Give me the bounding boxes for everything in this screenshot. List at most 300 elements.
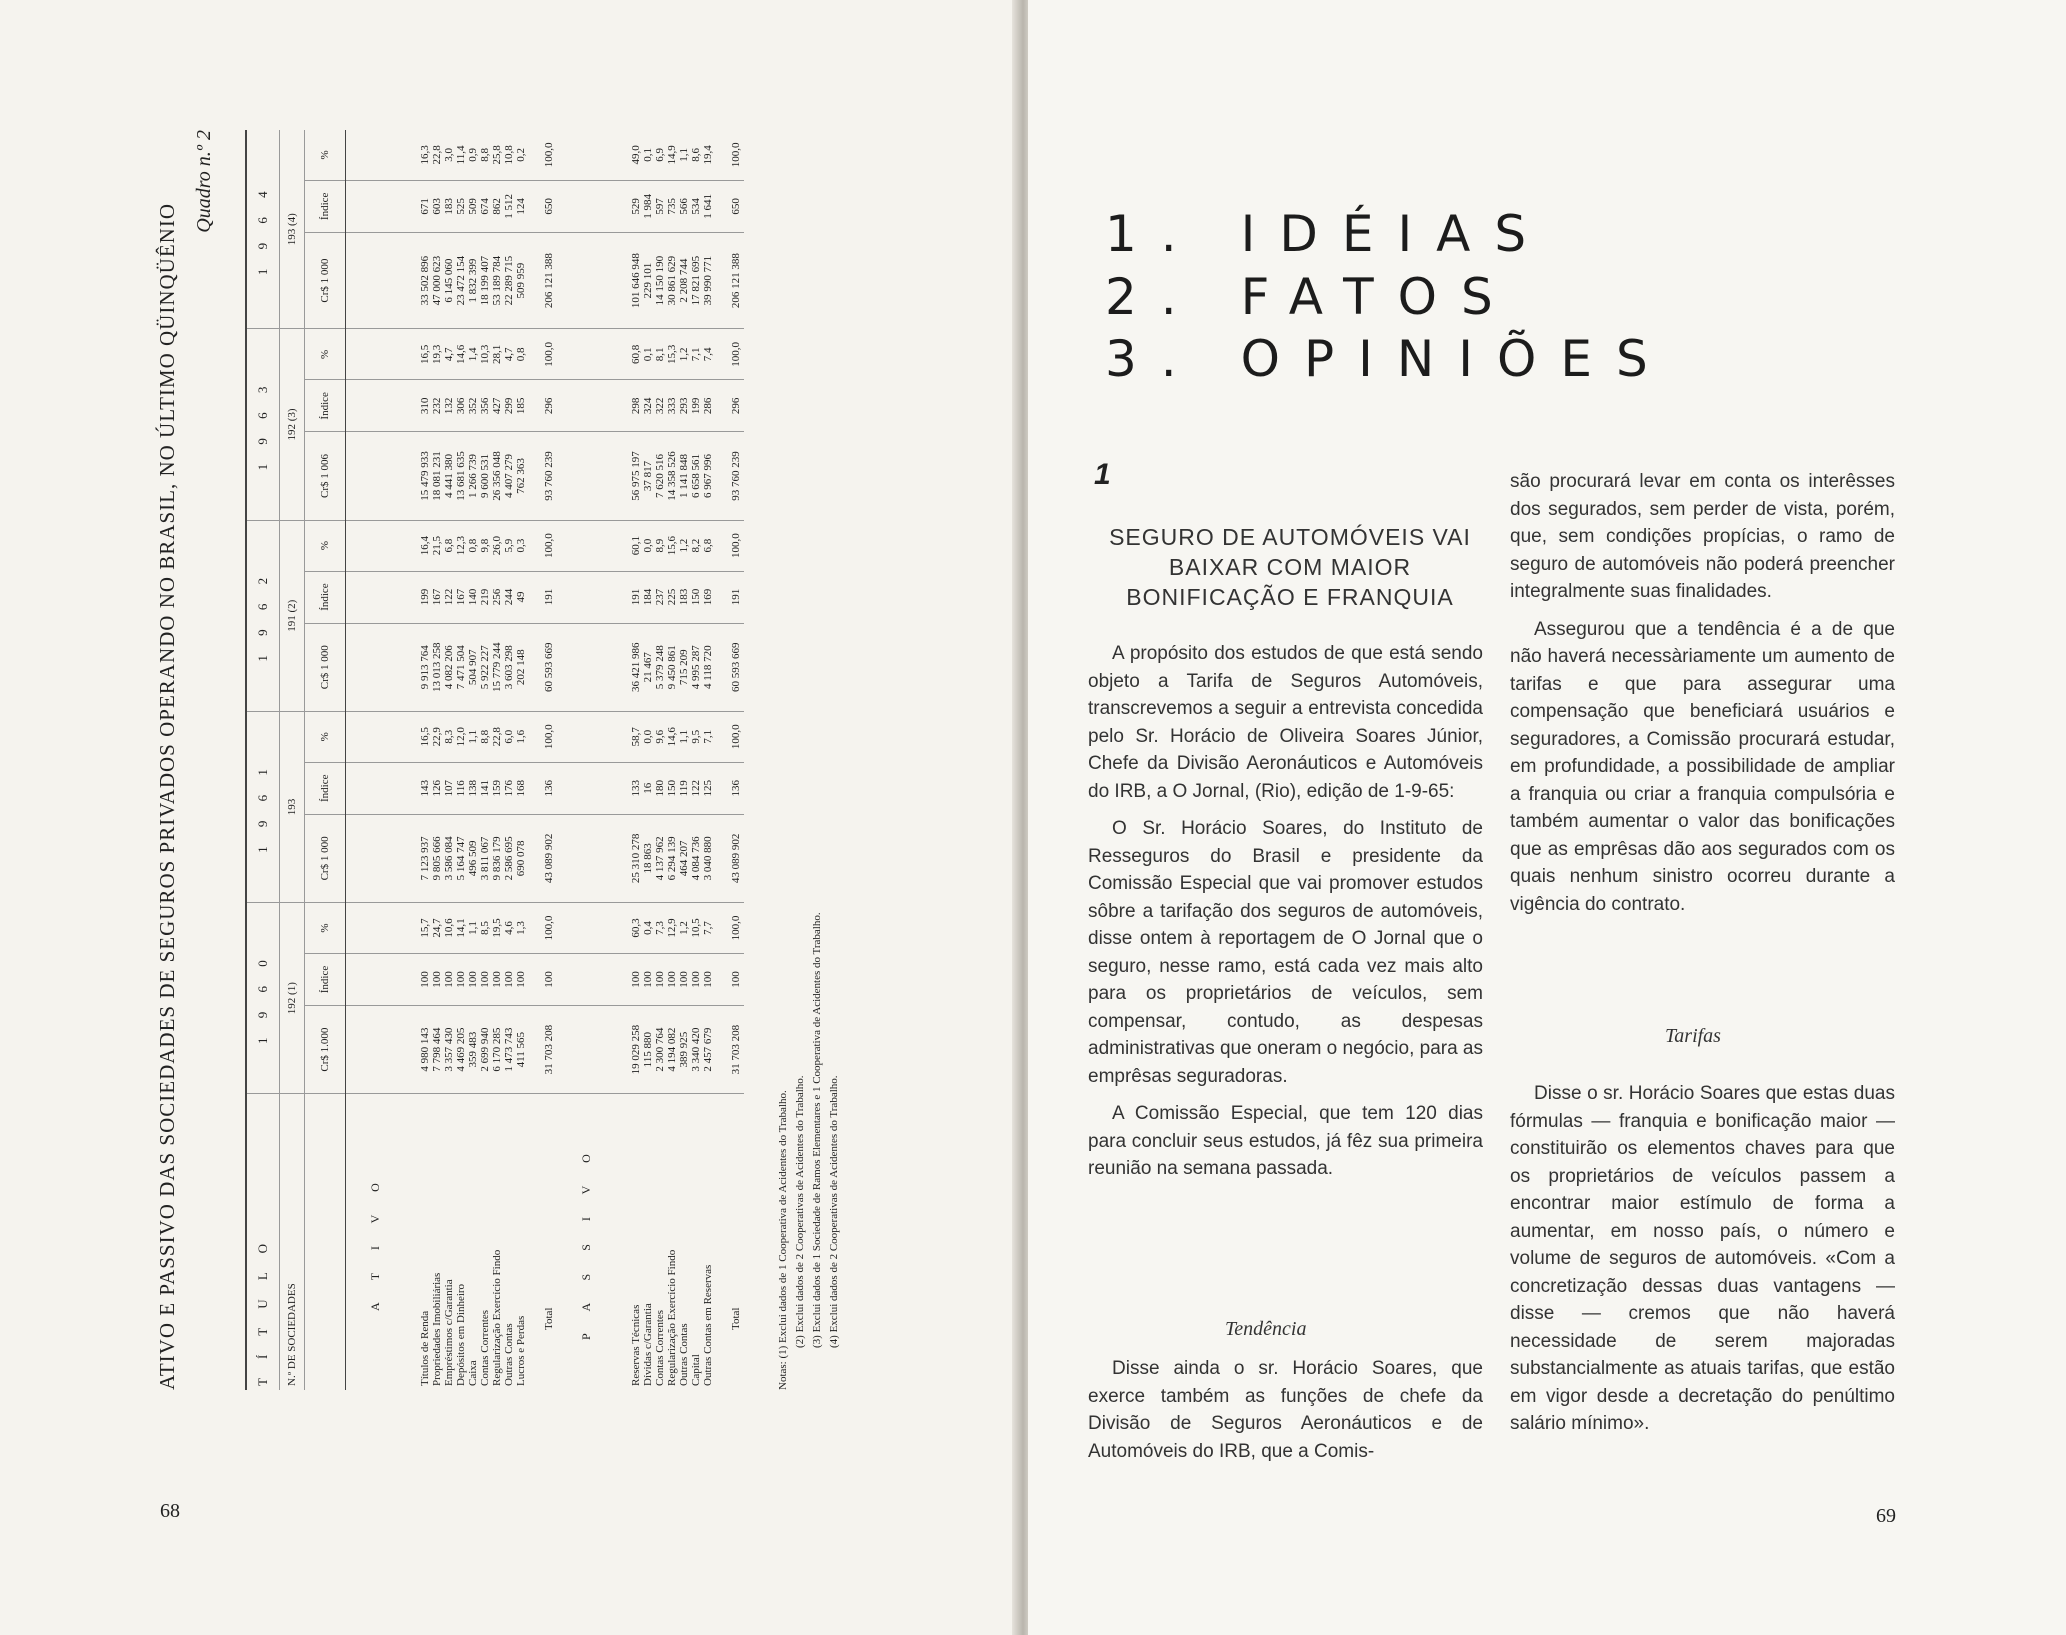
column-values	[405, 329, 541, 380]
cell-value: 3 603 298	[503, 645, 515, 690]
cell-value: 100	[678, 971, 690, 988]
cell-value: 244	[503, 588, 515, 606]
cell-value: 33 502 896	[419, 255, 431, 306]
cell-value: 8,8	[479, 729, 491, 744]
total-value: 650	[728, 180, 744, 232]
cell-value: 39 990 771	[702, 255, 714, 306]
cell-value: 185	[515, 397, 527, 415]
total-value: 100,0	[728, 903, 744, 954]
cell-value: 100	[467, 971, 479, 988]
column-subheader: Cr$ 1 000	[305, 814, 346, 902]
cell-value: 21,5	[431, 535, 443, 556]
cell-value: 202 148	[515, 649, 527, 686]
cell-value: 100	[503, 971, 515, 988]
cell-value: 14,1	[455, 918, 467, 938]
cell-value: 671	[419, 198, 431, 215]
cell-value: 1 984	[642, 193, 654, 219]
cell-value: 4 118 720	[702, 645, 714, 689]
cell-value: 356	[479, 397, 491, 415]
cell-value: 6,8	[443, 538, 455, 553]
cell-value: 1 266 739	[467, 453, 479, 498]
column-subheader: Cr$ 1.000	[305, 1006, 346, 1094]
cell-value: 324	[642, 397, 654, 415]
column-values	[405, 432, 541, 520]
cell-value: 122	[443, 588, 455, 606]
table-notes	[775, 912, 843, 1390]
cell-value: 167	[431, 588, 443, 606]
row-label: Outras Contas	[678, 1323, 690, 1386]
cell-value: 2 208 744	[678, 258, 690, 303]
cell-value: 115 880	[642, 1031, 654, 1068]
cell-value: 464 207	[678, 840, 690, 877]
cell-value: 15 479 933	[419, 451, 431, 501]
headline-ideias: 1. IDÉIAS	[1105, 205, 1551, 263]
cell-value: 7,3	[654, 921, 666, 935]
cell-value: 9 600 531	[479, 453, 491, 498]
cell-value: 566	[678, 198, 690, 215]
cell-value: 8,6	[690, 148, 702, 162]
cell-value: 122	[690, 780, 702, 797]
assets-liabilities-table	[245, 130, 744, 1390]
total-value: 136	[541, 762, 557, 814]
cell-value: 8,8	[479, 148, 491, 162]
cell-value: 100	[443, 971, 455, 988]
cell-value: 2 699 940	[479, 1027, 491, 1072]
cell-value: 1,1	[467, 921, 479, 935]
total-value: 100,0	[541, 329, 557, 380]
titulo-header: T Í T U L O	[246, 1094, 280, 1390]
cell-value: 597	[654, 198, 666, 215]
cell-value: 16,3	[419, 145, 431, 165]
cell-value: 22,8	[431, 145, 443, 165]
cell-value: 1,2	[678, 538, 690, 553]
cell-value: 60,8	[630, 344, 642, 364]
column-values	[616, 432, 728, 520]
cell-value: 0,8	[467, 538, 479, 553]
total-value: 60 593 669	[728, 623, 744, 711]
cell-value: 4 082 206	[443, 645, 455, 690]
cell-value: 6 170 285	[491, 1027, 503, 1072]
cell-value: 60,1	[630, 535, 642, 556]
column-subheader: %	[305, 903, 346, 954]
row-label: Empréstimos c/Garantia	[443, 1279, 455, 1386]
societies-count: 192 (1)	[280, 903, 305, 1094]
cell-value: 1,6	[515, 729, 527, 744]
row-label: Regularização Exercício Findo	[491, 1249, 503, 1386]
row-labels	[616, 1094, 728, 1390]
cell-value: 3 586 084	[443, 836, 455, 881]
cell-value: 690 078	[515, 840, 527, 877]
cell-value: 12,9	[666, 918, 678, 938]
cell-value: 16,4	[419, 535, 431, 556]
left-page	[0, 0, 1020, 1635]
cell-value: 0,9	[467, 148, 479, 162]
year-header: 1 9 6 2	[246, 520, 280, 711]
cell-value: 3,0	[443, 148, 455, 162]
cell-value: 229 101	[642, 262, 654, 299]
cell-value: 56 975 197	[630, 451, 642, 501]
row-label: Outras Contas	[503, 1323, 515, 1386]
cell-value: 100	[419, 971, 431, 988]
cell-value: 180	[654, 780, 666, 797]
cell-value: 1 512	[503, 193, 515, 219]
total-label: Total	[730, 1307, 742, 1330]
cell-value: 100	[702, 971, 714, 988]
cell-value: 219	[479, 588, 491, 606]
cell-value: 126	[431, 780, 443, 797]
cell-value: 37 817	[642, 460, 654, 492]
cell-value: 22 289 715	[503, 255, 515, 306]
cell-value: 525	[455, 198, 467, 215]
cell-value: 4,7	[503, 347, 515, 362]
cell-value: 10,5	[690, 918, 702, 938]
cell-value: 411 565	[515, 1031, 527, 1068]
row-label: Caixa	[467, 1360, 479, 1386]
cell-value: 6 294 139	[666, 836, 678, 881]
year-header: 1 9 6 0	[246, 903, 280, 1094]
cell-value: 169	[702, 588, 714, 606]
column-values	[616, 903, 728, 954]
paragraph: são procurará levar em conta os interêsses dos segurados, sem perder de vista, porém, que, sem condições propícias, o ramo de seguro de automóveis não poderá preencher integralmente suas finalidades.	[1510, 471, 1895, 602]
cell-value: 184	[642, 588, 654, 606]
cell-value: 24,7	[431, 918, 443, 938]
cell-value: 26,0	[491, 535, 503, 556]
cell-value: 13 681 635	[455, 451, 467, 501]
cell-value: 60,3	[630, 918, 642, 938]
cell-value: 18 199 407	[479, 255, 491, 306]
cell-value: 199	[419, 588, 431, 606]
column-subheader: %	[305, 711, 346, 762]
total-value: 191	[728, 571, 744, 623]
cell-value: 299	[503, 397, 515, 415]
cell-value: 183	[678, 588, 690, 606]
total-value: 100,0	[728, 130, 744, 180]
cell-value: 7 123 937	[419, 836, 431, 881]
total-value: 136	[728, 762, 744, 814]
cell-value: 496 509	[467, 840, 479, 877]
cell-value: 49,0	[630, 145, 642, 165]
cell-value: 7,1	[702, 729, 714, 744]
cell-value: 16	[642, 782, 654, 794]
row-label: Dívidas c/Garantia	[642, 1303, 654, 1386]
column-values	[616, 520, 728, 571]
cell-value: 16,5	[419, 344, 431, 364]
cell-value: 14,9	[666, 145, 678, 165]
societies-count: 192 (3)	[280, 329, 305, 520]
total-value: 100,0	[728, 329, 744, 380]
row-label: Contas Correntes	[654, 1309, 666, 1386]
page-number-right: 69	[1876, 1505, 1896, 1527]
column-subheader: %	[305, 329, 346, 380]
cell-value: 389 925	[678, 1031, 690, 1068]
total-value: 100,0	[541, 903, 557, 954]
column-subheader: Cr$ 1 000	[305, 623, 346, 711]
cell-value: 8,9	[654, 538, 666, 553]
column-values	[405, 623, 541, 711]
cell-value: 9 836 179	[491, 836, 503, 881]
cell-value: 1 473 743	[503, 1027, 515, 1072]
cell-value: 225	[666, 588, 678, 606]
cell-value: 12,3	[455, 535, 467, 556]
section-label: P A S S I V O	[579, 1144, 593, 1341]
cell-value: 10,8	[503, 145, 515, 165]
cell-value: 6,9	[654, 148, 666, 162]
cell-value: 100	[491, 971, 503, 988]
cell-value: 5 379 248	[654, 645, 666, 690]
total-value: 191	[541, 571, 557, 623]
cell-value: 14,6	[455, 344, 467, 364]
total-value: 100,0	[541, 130, 557, 180]
cell-value: 862	[491, 198, 503, 215]
cell-value: 7 471 504	[455, 645, 467, 690]
cell-value: 0,0	[642, 729, 654, 744]
cell-value: 715 209	[678, 649, 690, 686]
cell-value: 5 922 227	[479, 645, 491, 690]
column-values	[616, 762, 728, 814]
paragraph: Disse o sr. Horácio Soares que estas duas fórmulas — franquia e bonificação maior — constituirão os elementos chaves para que os proprietários de veículos passem a encontrar maior estímulo de forma a aumentar, em nosso país, o número e volume de seguros de automóveis. «Com a concretização dessas duas vantagens — disse — cremos que não haverá necessidade de serem majoradas substancialmente as atuais tarifas, que estão em vigor desde a decretação do penúltimo salário mínimo».	[1510, 1083, 1895, 1434]
cell-value: 6 658 561	[690, 453, 702, 498]
section-row	[557, 130, 616, 1390]
page-number-left: 68	[160, 1500, 180, 1522]
column-values	[616, 180, 728, 232]
societies-count: 191 (2)	[280, 520, 305, 711]
cell-value: 6,0	[503, 729, 515, 744]
column-values	[405, 814, 541, 902]
cell-value: 15,6	[666, 535, 678, 556]
cell-value: 28,1	[491, 344, 503, 364]
quadro-label: Quadro n.º 2	[193, 130, 215, 233]
societies-count: 193 (4)	[280, 130, 305, 329]
cell-value: 199	[690, 397, 702, 415]
paragraph: O Sr. Horácio Soares, do Instituto de Resseguros do Brasil e presidente da Comissão Especial que vai promover estudos sôbre a tarifação dos seguros de automóveis, disse ontem à reportagem de O Jornal que o seguro, nesse ramo, está cada vez mais alto para os proprietários de veículos, sem compensar, contudo, as despesas administrativas que oneram o negócio, para as emprêsas seguradoras.	[1088, 818, 1484, 1087]
cell-value: 298	[630, 397, 642, 415]
column-values	[616, 571, 728, 623]
cell-value: 176	[503, 780, 515, 797]
column-values	[616, 232, 728, 329]
cell-value: 14,6	[666, 727, 678, 747]
cell-value: 100	[666, 971, 678, 988]
note-line: (2) Exclui dados de 2 Cooperativas de Acidentes do Trabalho.	[794, 1075, 806, 1348]
total-row	[541, 130, 557, 1390]
cell-value: 9,8	[479, 538, 491, 553]
cell-value: 735	[666, 198, 678, 215]
column-subheader: Índice	[305, 953, 346, 1005]
cell-value: 58,7	[630, 727, 642, 747]
cell-value: 119	[678, 780, 690, 797]
cell-value: 7 798 464	[431, 1027, 443, 1072]
total-value: 100,0	[728, 520, 744, 571]
cell-value: 352	[467, 397, 479, 415]
total-value: 296	[541, 380, 557, 432]
total-value: 100	[541, 953, 557, 1005]
total-value: 206 121 388	[728, 232, 744, 329]
cell-value: 1,2	[678, 921, 690, 935]
year-header: 1 9 6 1	[246, 711, 280, 902]
note-line: (4) Exclui dados de 2 Cooperativas de Acidentes do Trabalho.	[828, 1075, 840, 1348]
cell-value: 4 407 279	[503, 453, 515, 498]
total-value: 100	[728, 953, 744, 1005]
cell-value: 509	[467, 198, 479, 215]
cell-value: 100	[630, 971, 642, 988]
total-value: 43 089 902	[541, 814, 557, 902]
cell-value: 1,1	[678, 729, 690, 744]
cell-value: 509 959	[515, 262, 527, 299]
cell-value: 14 150 190	[654, 255, 666, 306]
column-values	[616, 953, 728, 1005]
data-block-row	[405, 130, 541, 1390]
cell-value: 286	[702, 397, 714, 415]
column-values	[405, 1006, 541, 1094]
cell-value: 53 189 784	[491, 255, 503, 306]
column-values	[405, 232, 541, 329]
cell-value: 19,3	[431, 344, 443, 364]
cell-value: 159	[491, 780, 503, 797]
cell-value: 306	[455, 397, 467, 415]
column-values	[616, 814, 728, 902]
total-value: 100,0	[728, 711, 744, 762]
cell-value: 100	[654, 971, 666, 988]
total-value: 31 703 208	[541, 1006, 557, 1094]
cell-value: 4,6	[503, 921, 515, 935]
cell-value: 47 000 623	[431, 255, 443, 306]
cell-value: 150	[666, 780, 678, 797]
cell-value: 167	[455, 588, 467, 606]
cell-value: 3 040 880	[702, 836, 714, 881]
cell-value: 125	[702, 780, 714, 797]
section-label: A T I V O	[368, 1173, 382, 1312]
cell-value: 15,3	[666, 344, 678, 364]
cell-value: 19,5	[491, 918, 503, 938]
cell-value: 7,1	[690, 347, 702, 362]
cell-value: 14 358 526	[666, 451, 678, 501]
cell-value: 143	[419, 780, 431, 797]
subheader-row	[305, 130, 346, 1390]
year-header-row	[246, 130, 280, 1390]
column-values	[616, 711, 728, 762]
total-value: 93 760 239	[541, 432, 557, 520]
cell-value: 4 995 287	[690, 645, 702, 690]
cell-value: 674	[479, 198, 491, 215]
cell-value: 16,5	[419, 727, 431, 747]
cell-value: 2 457 679	[702, 1027, 714, 1072]
article-number: 1	[1094, 458, 1111, 491]
rotated-table-block	[155, 130, 915, 1390]
column-values	[616, 329, 728, 380]
table-body	[346, 130, 745, 1390]
column-values	[405, 762, 541, 814]
cell-value: 529	[630, 198, 642, 215]
row-label: Contas Correntes	[479, 1309, 491, 1386]
cell-value: 22,9	[431, 727, 443, 747]
cell-value: 116	[455, 780, 467, 797]
cell-value: 0,3	[515, 538, 527, 553]
cell-value: 17 821 695	[690, 255, 702, 306]
cell-value: 3 340 420	[690, 1027, 702, 1072]
column-values	[405, 953, 541, 1005]
cell-value: 1,1	[467, 729, 479, 744]
cell-value: 19,4	[702, 145, 714, 165]
cell-value: 1 641	[702, 193, 714, 219]
cell-value: 11,4	[455, 145, 467, 165]
year-header: 1 9 6 3	[246, 329, 280, 520]
cell-value: 2 300 764	[654, 1027, 666, 1072]
article-column-1-continued	[1088, 1355, 1483, 1475]
cell-value: 100	[431, 971, 443, 988]
column-values	[405, 380, 541, 432]
table-title: ATIVO E PASSIVO DAS SOCIEDADES DE SEGUROS PRIVADOS OPERANDO NO BRASIL, NO ÚLTIMO QÜINQÜÊNIO	[155, 203, 179, 1390]
cell-value: 504 907	[467, 649, 479, 686]
total-row	[728, 130, 744, 1390]
cell-value: 25 310 278	[630, 833, 642, 884]
subheading-tarifas: Tarifas	[1665, 1025, 1721, 1047]
cell-value: 36 421 986	[630, 642, 642, 692]
cell-value: 8,1	[654, 347, 666, 362]
column-values	[616, 130, 728, 180]
cell-value: 4 980 143	[419, 1027, 431, 1072]
cell-value: 2 586 695	[503, 836, 515, 881]
cell-value: 0,1	[642, 148, 654, 162]
cell-value: 1 141 848	[678, 453, 690, 498]
cell-value: 100	[515, 971, 527, 988]
article-column-1	[1088, 640, 1483, 1193]
column-subheader: Índice	[305, 380, 346, 432]
total-value: 93 760 239	[728, 432, 744, 520]
cell-value: 15,7	[419, 918, 431, 938]
cell-value: 100	[455, 971, 467, 988]
cell-value: 21 467	[642, 652, 654, 683]
cell-value: 107	[443, 780, 455, 797]
cell-value: 9 805 666	[431, 836, 443, 881]
cell-value: 3 811 067	[479, 836, 491, 881]
cell-value: 18 081 231	[431, 451, 443, 501]
cell-value: 7 620 516	[654, 453, 666, 498]
article-column-2	[1510, 468, 1895, 928]
cell-value: 8,2	[690, 538, 702, 553]
cell-value: 19 029 258	[630, 1024, 642, 1075]
cell-value: 1,3	[515, 921, 527, 935]
total-value: 650	[541, 180, 557, 232]
cell-value: 9 913 764	[419, 645, 431, 690]
total-value: 100,0	[541, 520, 557, 571]
cell-value: 183	[443, 198, 455, 215]
cell-value: 23 472 154	[455, 255, 467, 306]
cell-value: 100	[479, 971, 491, 988]
total-value: 60 593 669	[541, 623, 557, 711]
total-value: 31 703 208	[728, 1006, 744, 1094]
cell-value: 9 450 861	[666, 645, 678, 690]
num-sociedades-header: N.º DE SOCIEDADES	[280, 1094, 305, 1390]
paragraph: Disse ainda o sr. Horácio Soares, que exerce também as funções de chefe da Divisão de Seguros Aeronáuticos e de Automóveis do IRB, que a Comis-	[1088, 1358, 1483, 1462]
cell-value: 0,4	[642, 921, 654, 935]
cell-value: 256	[491, 588, 503, 606]
cell-value: 6,8	[702, 538, 714, 553]
section-row	[346, 130, 406, 1390]
headline-fatos: 2. FATOS	[1105, 268, 1517, 326]
cell-value: 7,7	[702, 921, 714, 935]
cell-value: 6 967 996	[702, 453, 714, 498]
paragraph: Assegurou que a tendência é a de que não haverá necessàriamente um aumento de tarifas e que para assegurar uma compensação que beneficiará usuários e seguradores, a Comissão procurará estudar, em profundidade, a possibilidade de ampliar a franquia ou criar a franquia compulsória e também aumentar o valor das bonificações que as emprêsas dão aos segurados com os quais nenhum sinistro ocorreu durante a vigência do contrato.	[1510, 618, 1895, 915]
cell-value: 4 441 380	[443, 453, 455, 498]
row-label: Depósitos em Dinheiro	[455, 1283, 467, 1386]
column-values	[616, 380, 728, 432]
cell-value: 603	[431, 198, 443, 215]
cell-value: 1,1	[678, 148, 690, 162]
paragraph: A propósito dos estudos de que está sendo objeto a Tarifa de Seguros Automóveis, transcrevemos a seguir a entrevista concedida pelo Sr. Horácio de Oliveira Soares Júnior, Chefe da Divisão Aeronáuticos e Automóveis do IRB, a O Jornal, (Rio), edição de 1-9-65:	[1088, 643, 1483, 802]
cell-value: 1,4	[467, 347, 479, 362]
societies-count: 193	[280, 711, 305, 902]
cell-value: 15 779 244	[491, 642, 503, 692]
cell-value: 0,0	[642, 538, 654, 553]
